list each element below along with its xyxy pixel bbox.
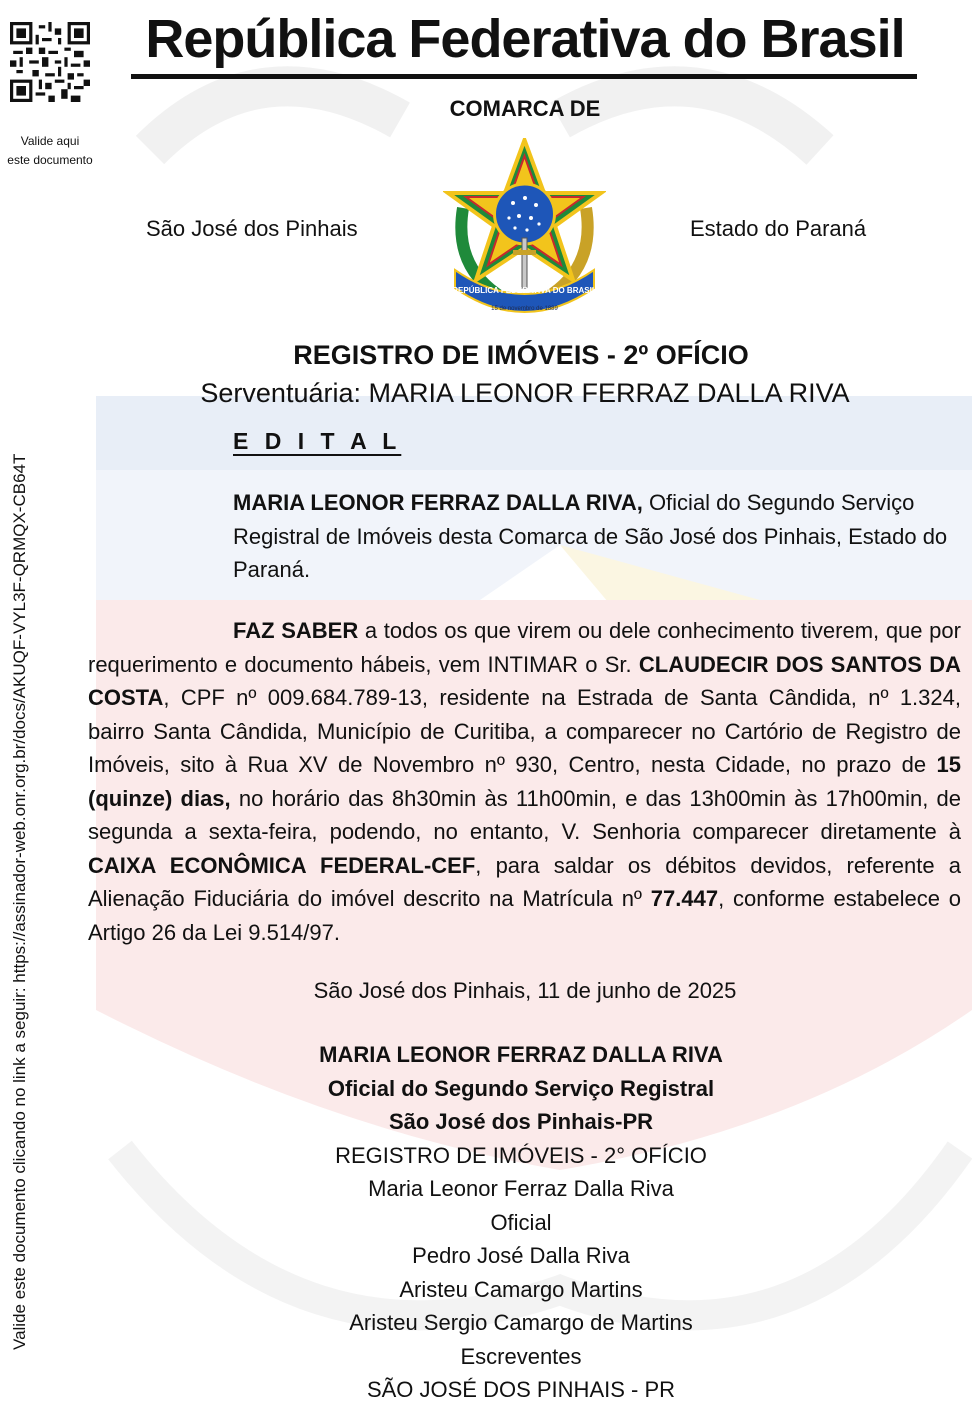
signature-block xyxy=(0,1038,972,1407)
comarca-label: COMARCA DE xyxy=(449,96,601,121)
serventuaria-line: Serventuária: MARIA LEONOR FERRAZ DALLA RIVA xyxy=(200,378,850,408)
date-line: São José dos Pinhais, 11 de junho de 2025 xyxy=(313,978,737,1003)
intimated-person: CLAUDECIR DOS SANTOS DA COSTA xyxy=(88,651,961,710)
matricula-number: 77.447 xyxy=(650,886,719,911)
validation-link[interactable]: Valide este documento clicando no link a seguir: https://assinador-web.onr.org.br/docs/AKUQF-VYL3F-QRMQX-CB64T xyxy=(10,453,29,1350)
bank-name-bold: CAIXA ECONÔMICA FEDERAL-CEF xyxy=(88,852,476,878)
signature-name: MARIA LEONOR FERRAZ DALLA RIVA xyxy=(319,1042,723,1067)
edital-paragraph-notice: FAZ SABER a todos os que virem ou dele conhecimento tiverem, que por requerimento e documento hábeis, vem INTIMAR o Sr. CLAUDECIR DOS SANTOS DA COSTA, CPF nº 009.684.789-13, residente na Estrada de Santa Cândida, nº 1.324, bairro Santa Cândida, Município de Curitiba, a comparecer no Cartório de Registro de Imóveis, sito à Rua XV de Novembro nº 930, Centro, nesta Cidade, no prazo de 15 (quinze) dias, no horário das 8h30min às 11h00min, e das 13h00min às 17h00min, de segunda a sexta-feira, podendo, no entanto, V. Senhoria comparecer diretamente à CAIXA ECONÔMICA FEDERAL-CEF, para saldar os débitos devidos, referente a Alienação Fiduciária do imóvel descrito na Matrícula nº 77.447, conforme estabelece o Artigo 26 da Lei 9.514/97. xyxy=(88,618,962,945)
deadline-bold: 15 (quinze) dias, xyxy=(88,752,961,811)
city-footer: SÃO JOSÉ DOS PINHAIS - PR xyxy=(366,1377,676,1402)
signature-office: REGISTRO DE IMÓVEIS - 2° OFÍCIO xyxy=(335,1142,707,1168)
office-title: REGISTRO DE IMÓVEIS - 2º OFÍCIO xyxy=(293,340,749,370)
officer-role: Oficial xyxy=(490,1209,552,1235)
edital-heading: E D I T A L xyxy=(233,428,402,454)
city-name: São José dos Pinhais xyxy=(146,216,358,241)
header-divider xyxy=(131,74,917,79)
qr-caption: Valide aqui este documento xyxy=(7,134,93,167)
document-header-title: República Federativa do Brasil xyxy=(145,9,905,69)
signature-location: São José dos Pinhais-PR xyxy=(388,1109,654,1134)
faz-saber-bold: FAZ SABER xyxy=(233,618,359,643)
crest-date-text: 15 de novembro de 1889 xyxy=(491,306,558,312)
signature-role: Oficial do Segundo Serviço Registral xyxy=(327,1075,715,1101)
clerks-role: Escreventes xyxy=(460,1343,582,1369)
clerk-name-2: Aristeu Camargo Martins xyxy=(399,1276,643,1302)
clerk-name-3: Aristeu Sergio Camargo de Martins xyxy=(349,1310,693,1335)
state-name: Estado do Paraná xyxy=(690,216,867,241)
clerk-name-1: Pedro José Dalla Riva xyxy=(412,1243,630,1268)
coat-of-arms-emblem xyxy=(443,138,606,318)
crest-ribbon-text: REPÚBLICA FEDERATIVA DO BRASIL xyxy=(452,286,597,295)
edital-paragraph-intro: MARIA LEONOR FERRAZ DALLA RIVA, Oficial do Segundo Serviço Registral de Imóveis desta Comarca de São José dos Pinhais, Estado do Paraná. xyxy=(233,490,948,582)
officer-name-bold: MARIA LEONOR FERRAZ DALLA RIVA, xyxy=(233,490,643,515)
officer-name: Maria Leonor Ferraz Dalla Riva xyxy=(368,1176,674,1201)
